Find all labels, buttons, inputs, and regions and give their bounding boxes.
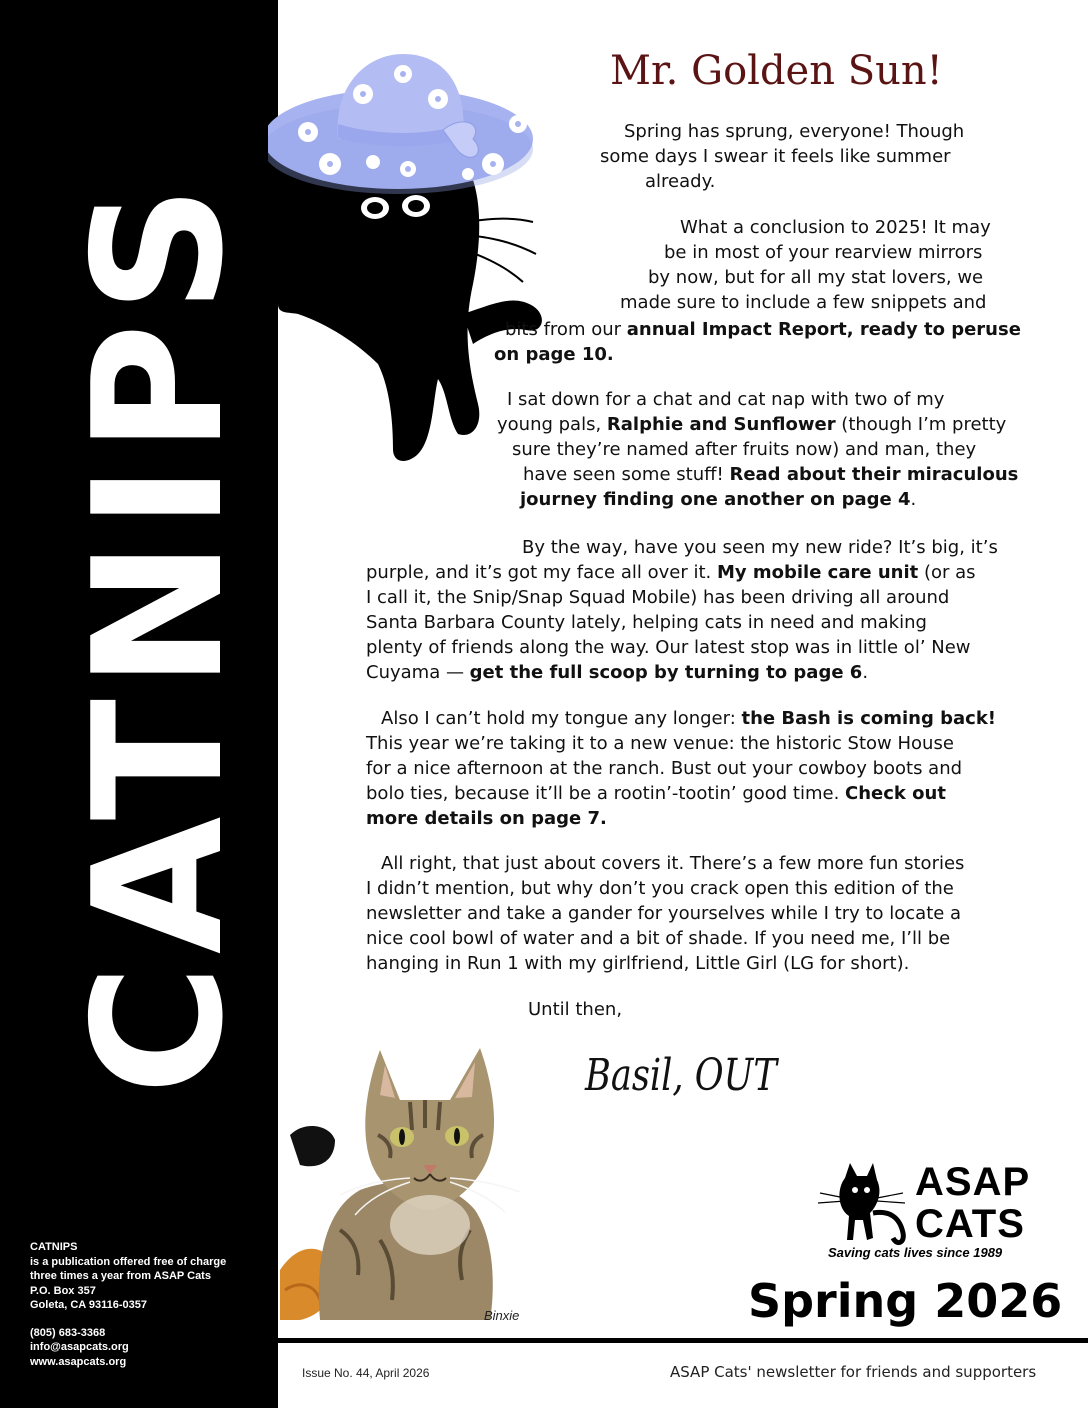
pub-line: CATNIPS (30, 1241, 78, 1253)
paragraph-line: be in most of your rearview mirrors (664, 242, 983, 263)
website-url: www.asapcats.org (30, 1355, 127, 1368)
impact-report-link-text: annual Impact Report, ready to peruse (626, 319, 1021, 340)
sidebar (0, 0, 278, 1408)
logo-text-asap: ASAP (915, 1160, 1031, 1204)
paragraph-line: bits from our annual Impact Report, ready to peruse (505, 319, 1021, 340)
paragraph-line: more details on page 7. (366, 808, 607, 829)
paragraph-line: journey finding one another on page 4. (520, 489, 917, 510)
pub-line: Goleta, CA 93116-0357 (30, 1299, 147, 1311)
issue-season: Spring 2026 (748, 1274, 1063, 1328)
paragraph-line: young pals, Ralphie and Sunflower (though I’m pretty (497, 414, 1007, 435)
phone-number: (805) 683-3368 (30, 1326, 106, 1339)
email-address: info@asapcats.org (30, 1341, 129, 1353)
paragraph-line: on page 10. (494, 344, 614, 365)
paragraph-line: What a conclusion to 2025! It may (680, 217, 991, 238)
paragraph-line: bolo ties, because it’ll be a rootin’-tootin’ good time. Check out (366, 783, 946, 804)
paragraph-line: All right, that just about covers it. There’s a few more fun stories (381, 853, 965, 874)
binxie-cat-photo (280, 1040, 525, 1320)
closing-line: Until then, (528, 999, 623, 1020)
logo-tagline: Saving cats lives since 1989 (828, 1245, 1003, 1260)
paragraph-line: Cuyama — get the full scoop by turning to page 6. (366, 662, 869, 683)
pub-line: P.O. Box 357 (30, 1284, 96, 1297)
issue-number: Issue No. 44, April 2026 (302, 1366, 430, 1380)
vertical-title (55, 135, 262, 1135)
paragraph-line: purple, and it’s got my face all over it. My mobile care unit (or as (366, 562, 976, 583)
paragraph-line: by now, but for all my stat lovers, we (648, 267, 984, 288)
pub-line: three times a year from ASAP Cats (30, 1270, 211, 1282)
paragraph-line: nice cool bowl of water and a bit of shade. If you need me, I’ll be (366, 928, 951, 949)
paragraph-line: plenty of friends along the way. Our latest stop was in little ol’ New (366, 637, 971, 658)
footer-divider (278, 1338, 1088, 1343)
publication-info (30, 1240, 270, 1369)
photo-caption: Binxie (484, 1308, 520, 1323)
paragraph-line: I call it, the Snip/Snap Squad Mobile) has been driving all around (366, 587, 950, 608)
article-headline: Mr. Golden Sun! (610, 48, 943, 94)
paragraph-line: This year we’re taking it to a new venue: the historic Stow House (366, 733, 954, 754)
catnips-title: CATNIPS (55, 175, 262, 1095)
signature: Basil, OUT (585, 1050, 777, 1101)
paragraph-line: already. (645, 171, 716, 192)
paragraph-line: By the way, have you seen my new ride? It’s big, it’s (522, 537, 998, 558)
pub-line: is a publication offered free of charge (30, 1255, 227, 1268)
paragraph-line: hanging in Run 1 with my girlfriend, Little Girl (LG for short). (366, 953, 910, 974)
paragraph-line: have seen some stuff! Read about their miraculous (523, 464, 1019, 485)
paragraph-line: Santa Barbara County lately, helping cats in need and making (366, 612, 927, 633)
logo-text-cats: CATS (915, 1202, 1025, 1246)
paragraph-line: for a nice afternoon at the ranch. Bust out your cowboy boots and (366, 758, 963, 779)
paragraph-line: Spring has sprung, everyone! Though (624, 121, 965, 142)
paragraph-line: some days I swear it feels like summer (600, 146, 951, 167)
paragraph-line: sure they’re named after fruits now) and man, they (512, 439, 977, 460)
paragraph-line: Also I can’t hold my tongue any longer: the Bash is coming back! (381, 708, 996, 729)
paragraph-line: newsletter and take a gander for yourselves while I try to locate a (366, 903, 962, 924)
paragraph-line: I didn’t mention, but why don’t you crack open this edition of the (366, 878, 954, 899)
paragraph-line: I sat down for a chat and cat nap with two of my (507, 389, 945, 410)
paragraph-line: made sure to include a few snippets and (620, 292, 987, 313)
footer-tagline: ASAP Cats' newsletter for friends and supporters (670, 1363, 1037, 1381)
